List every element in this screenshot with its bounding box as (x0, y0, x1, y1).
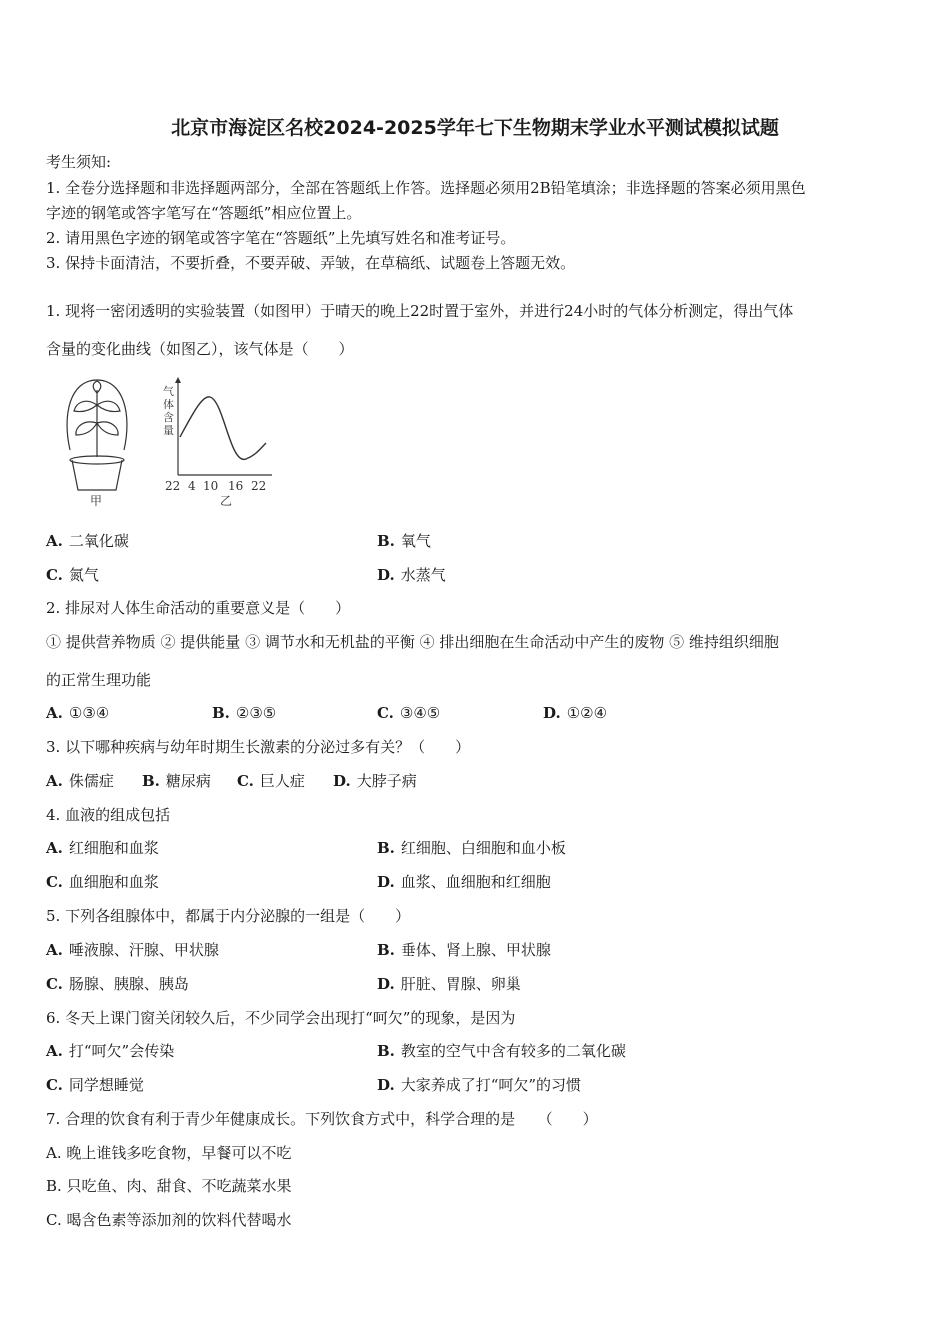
q6-option-d[interactable]: D. 大家养成了打“呵欠”的习惯 (377, 1076, 582, 1094)
q3-option-b[interactable]: B. 糖尿病 (142, 772, 211, 790)
gas-curve-line (180, 397, 266, 460)
question-4-stem: 4. 血液的组成包括 (46, 806, 171, 824)
q6-option-a[interactable]: A. 打“呵欠”会传染 (46, 1042, 175, 1060)
q5-option-a[interactable]: A. 唾液腺、汗腺、甲状腺 (46, 941, 219, 959)
question-1-stem: 1. 现将一密闭透明的实验装置（如图甲）于晴天的晚上22时置于室外，并进行24小时的气体分析测定，得出气体 (46, 302, 794, 320)
gas-curve-graph (163, 377, 272, 508)
q6-option-c[interactable]: C. 同学想睡觉 (46, 1076, 144, 1094)
figure-label-jia: 甲 (90, 494, 103, 508)
notice-item: 3. 保持卡面清洁，不要折叠，不要弄破、弄皱，在草稿纸、试题卷上答题无效。 (46, 254, 576, 272)
y-label-char: 含 (163, 411, 174, 424)
notice-heading: 考生须知: (46, 153, 112, 171)
question-3-stem: 3. 以下哪种疾病与幼年时期生长激素的分泌过多有关？（ ） (46, 738, 471, 756)
question-1-stem-cont: 含量的变化曲线（如图乙），该气体是（ ） (46, 340, 354, 358)
x-tick-label: 10 (203, 479, 219, 493)
question-5-stem: 5. 下列各组腺体中，都属于内分泌腺的一组是（ ） (46, 907, 411, 925)
y-label-char: 量 (163, 424, 174, 437)
x-tick-label: 4 (188, 479, 196, 493)
q5-option-d[interactable]: D. 肝脏、胃腺、卵巢 (377, 975, 521, 993)
x-tick-label: 22 (251, 479, 267, 493)
q2-option-a[interactable]: A. ①③④ (46, 704, 110, 722)
q1-option-a[interactable]: A. 二氧化碳 (46, 532, 129, 550)
question-7-stem: 7. 合理的饮食有利于青少年健康成长。下列饮食方式中，科学合理的是 （ ） (46, 1110, 598, 1128)
q4-option-d[interactable]: D. 血浆、血细胞和红细胞 (377, 873, 551, 891)
q4-option-b[interactable]: B. 红细胞、白细胞和血小板 (377, 839, 566, 857)
page-title: 北京市海淀区名校2024-2025学年七下生物期末学业水平测试模拟试题 (171, 117, 779, 139)
question-2-items: ① 提供营养物质 ② 提供能量 ③ 调节水和无机盐的平衡 ④ 排出细胞在生命活动中产生的废物 ⑤ 维持组织细胞 (46, 633, 779, 651)
question-2-stem: 2. 排尿对人体生命活动的重要意义是（ ） (46, 599, 351, 617)
q3-option-c[interactable]: C. 巨人症 (237, 772, 305, 790)
x-tick-label: 22 (165, 479, 181, 493)
q1-option-c[interactable]: C. 氮气 (46, 566, 99, 584)
y-axis-arrow (175, 377, 181, 383)
q4-option-a[interactable]: A. 红细胞和血浆 (46, 839, 159, 857)
q7-option-b[interactable]: B. 只吃鱼、肉、甜食、不吃蔬菜水果 (46, 1177, 292, 1195)
q2-option-c[interactable]: C. ③④⑤ (377, 704, 441, 722)
q2-option-d[interactable]: D. ①②④ (543, 704, 608, 722)
question-2-items-cont: 的正常生理功能 (46, 671, 152, 689)
notice-item: 1. 全卷分选择题和非选择题两部分，全部在答题纸上作答。选择题必须用2B铅笔填涂；非选择题的答案必须用黑色 (46, 179, 806, 197)
notice-item: 2. 请用黑色字迹的钢笔或答字笔在“答题纸”上先填写姓名和准考证号。 (46, 229, 516, 247)
q7-option-c[interactable]: C. 喝含色素等添加剂的饮料代替喝水 (46, 1211, 292, 1229)
question-6-stem: 6. 冬天上课门窗关闭较久后，不少同学会出现打“呵欠”的现象，是因为 (46, 1009, 516, 1027)
q5-option-b[interactable]: B. 垂体、肾上腺、甲状腺 (377, 941, 551, 959)
y-label-char: 体 (163, 398, 174, 411)
plant-and-curve-figure (60, 375, 290, 510)
notice-item: 字迹的钢笔或答字笔写在“答题纸”相应位置上。 (46, 204, 362, 222)
y-label-char: 气 (163, 385, 174, 398)
q7-option-a[interactable]: A. 晚上谁钱多吃食物，早餐可以不吃 (46, 1144, 292, 1162)
bell-jar-plant-illustration (67, 380, 127, 490)
q5-option-c[interactable]: C. 肠腺、胰腺、胰岛 (46, 975, 189, 993)
q4-option-c[interactable]: C. 血细胞和血浆 (46, 873, 159, 891)
q6-option-b[interactable]: B. 教室的空气中含有较多的二氧化碳 (377, 1042, 626, 1060)
q1-option-b[interactable]: B. 氧气 (377, 532, 431, 550)
q2-option-b[interactable]: B. ②③⑤ (212, 704, 277, 722)
figure-label-yi: 乙 (220, 494, 233, 508)
q3-option-d[interactable]: D. 大脖子病 (333, 772, 417, 790)
q3-option-a[interactable]: A. 侏儒症 (46, 772, 114, 790)
q1-option-d[interactable]: D. 水蒸气 (377, 566, 446, 584)
x-tick-label: 16 (228, 479, 244, 493)
question-1-figure (60, 375, 290, 510)
